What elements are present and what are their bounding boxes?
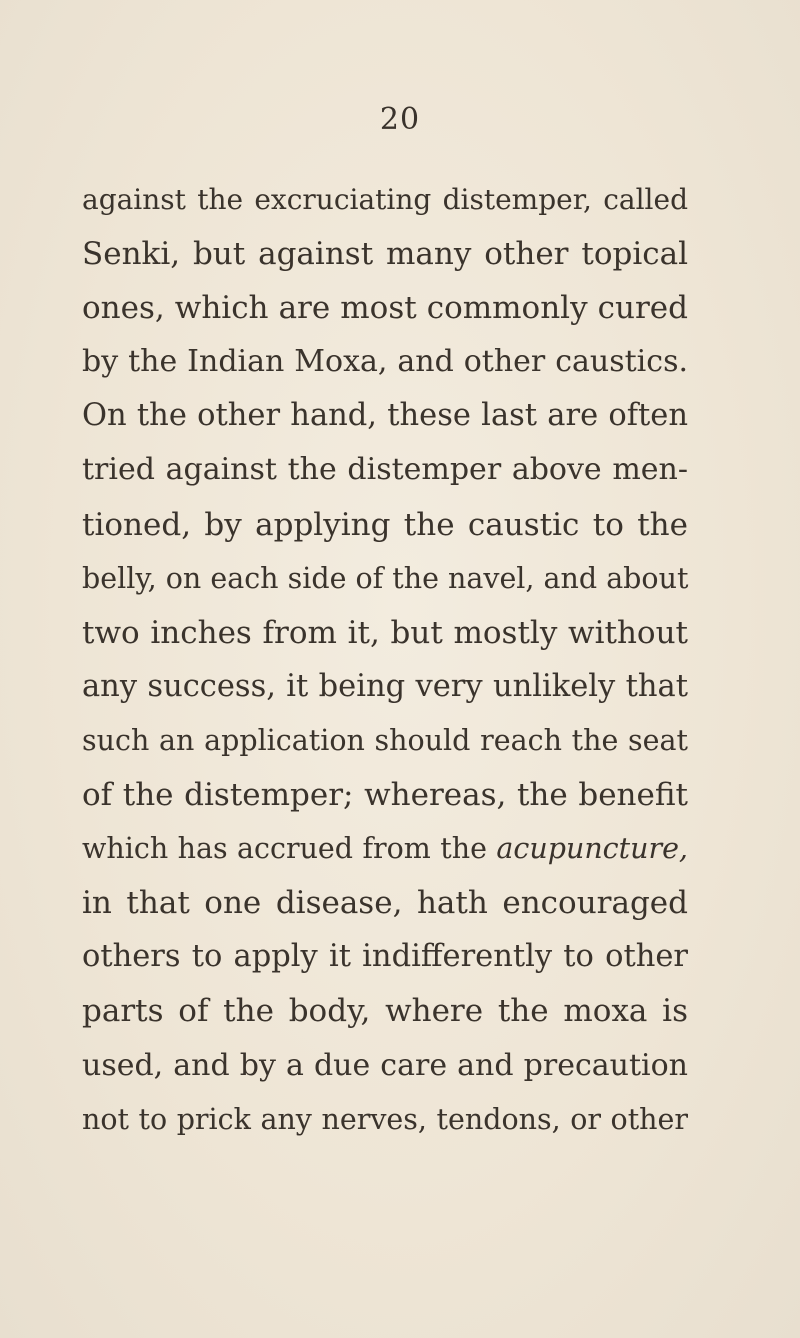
text-line: used, and by a due care and precaution	[82, 1047, 688, 1083]
italic-word: acupuncture,	[496, 832, 688, 866]
text-line: tioned, by applying the caustic to the	[82, 506, 688, 543]
text-line: in that one disease, hath encouraged	[82, 885, 688, 922]
text-line: On the other hand, these last are often	[82, 398, 688, 434]
text-line: against the excruciating distemper, called	[82, 183, 688, 216]
text-line: of the distemper; whereas, the benefit	[82, 777, 688, 814]
text-line: Senki, but against many other topical	[82, 236, 688, 273]
text-segment: which has accrued from the	[82, 832, 497, 866]
text-line: ones, which are most commonly cured	[82, 290, 688, 327]
text-line: any success, it being very unlikely that	[82, 668, 688, 704]
text-line-with-italic	[82, 827, 688, 881]
text-line: others to apply it indifferently to other	[82, 939, 688, 975]
text-line: by the Indian Moxa, and other caustics.	[82, 344, 688, 380]
page-number: 20	[379, 102, 421, 137]
text-line: not to prick any nerves, tendons, or other	[82, 1102, 688, 1136]
text-line: tried against the distemper above men-	[82, 452, 688, 488]
body-text	[82, 178, 688, 1152]
text-line: such an application should reach the seat	[82, 723, 688, 757]
text-line: belly, on each side of the navel, and about	[82, 561, 689, 595]
text-line: parts of the body, where the moxa is	[82, 993, 688, 1030]
text-line: two inches from it, but mostly without	[82, 614, 688, 651]
